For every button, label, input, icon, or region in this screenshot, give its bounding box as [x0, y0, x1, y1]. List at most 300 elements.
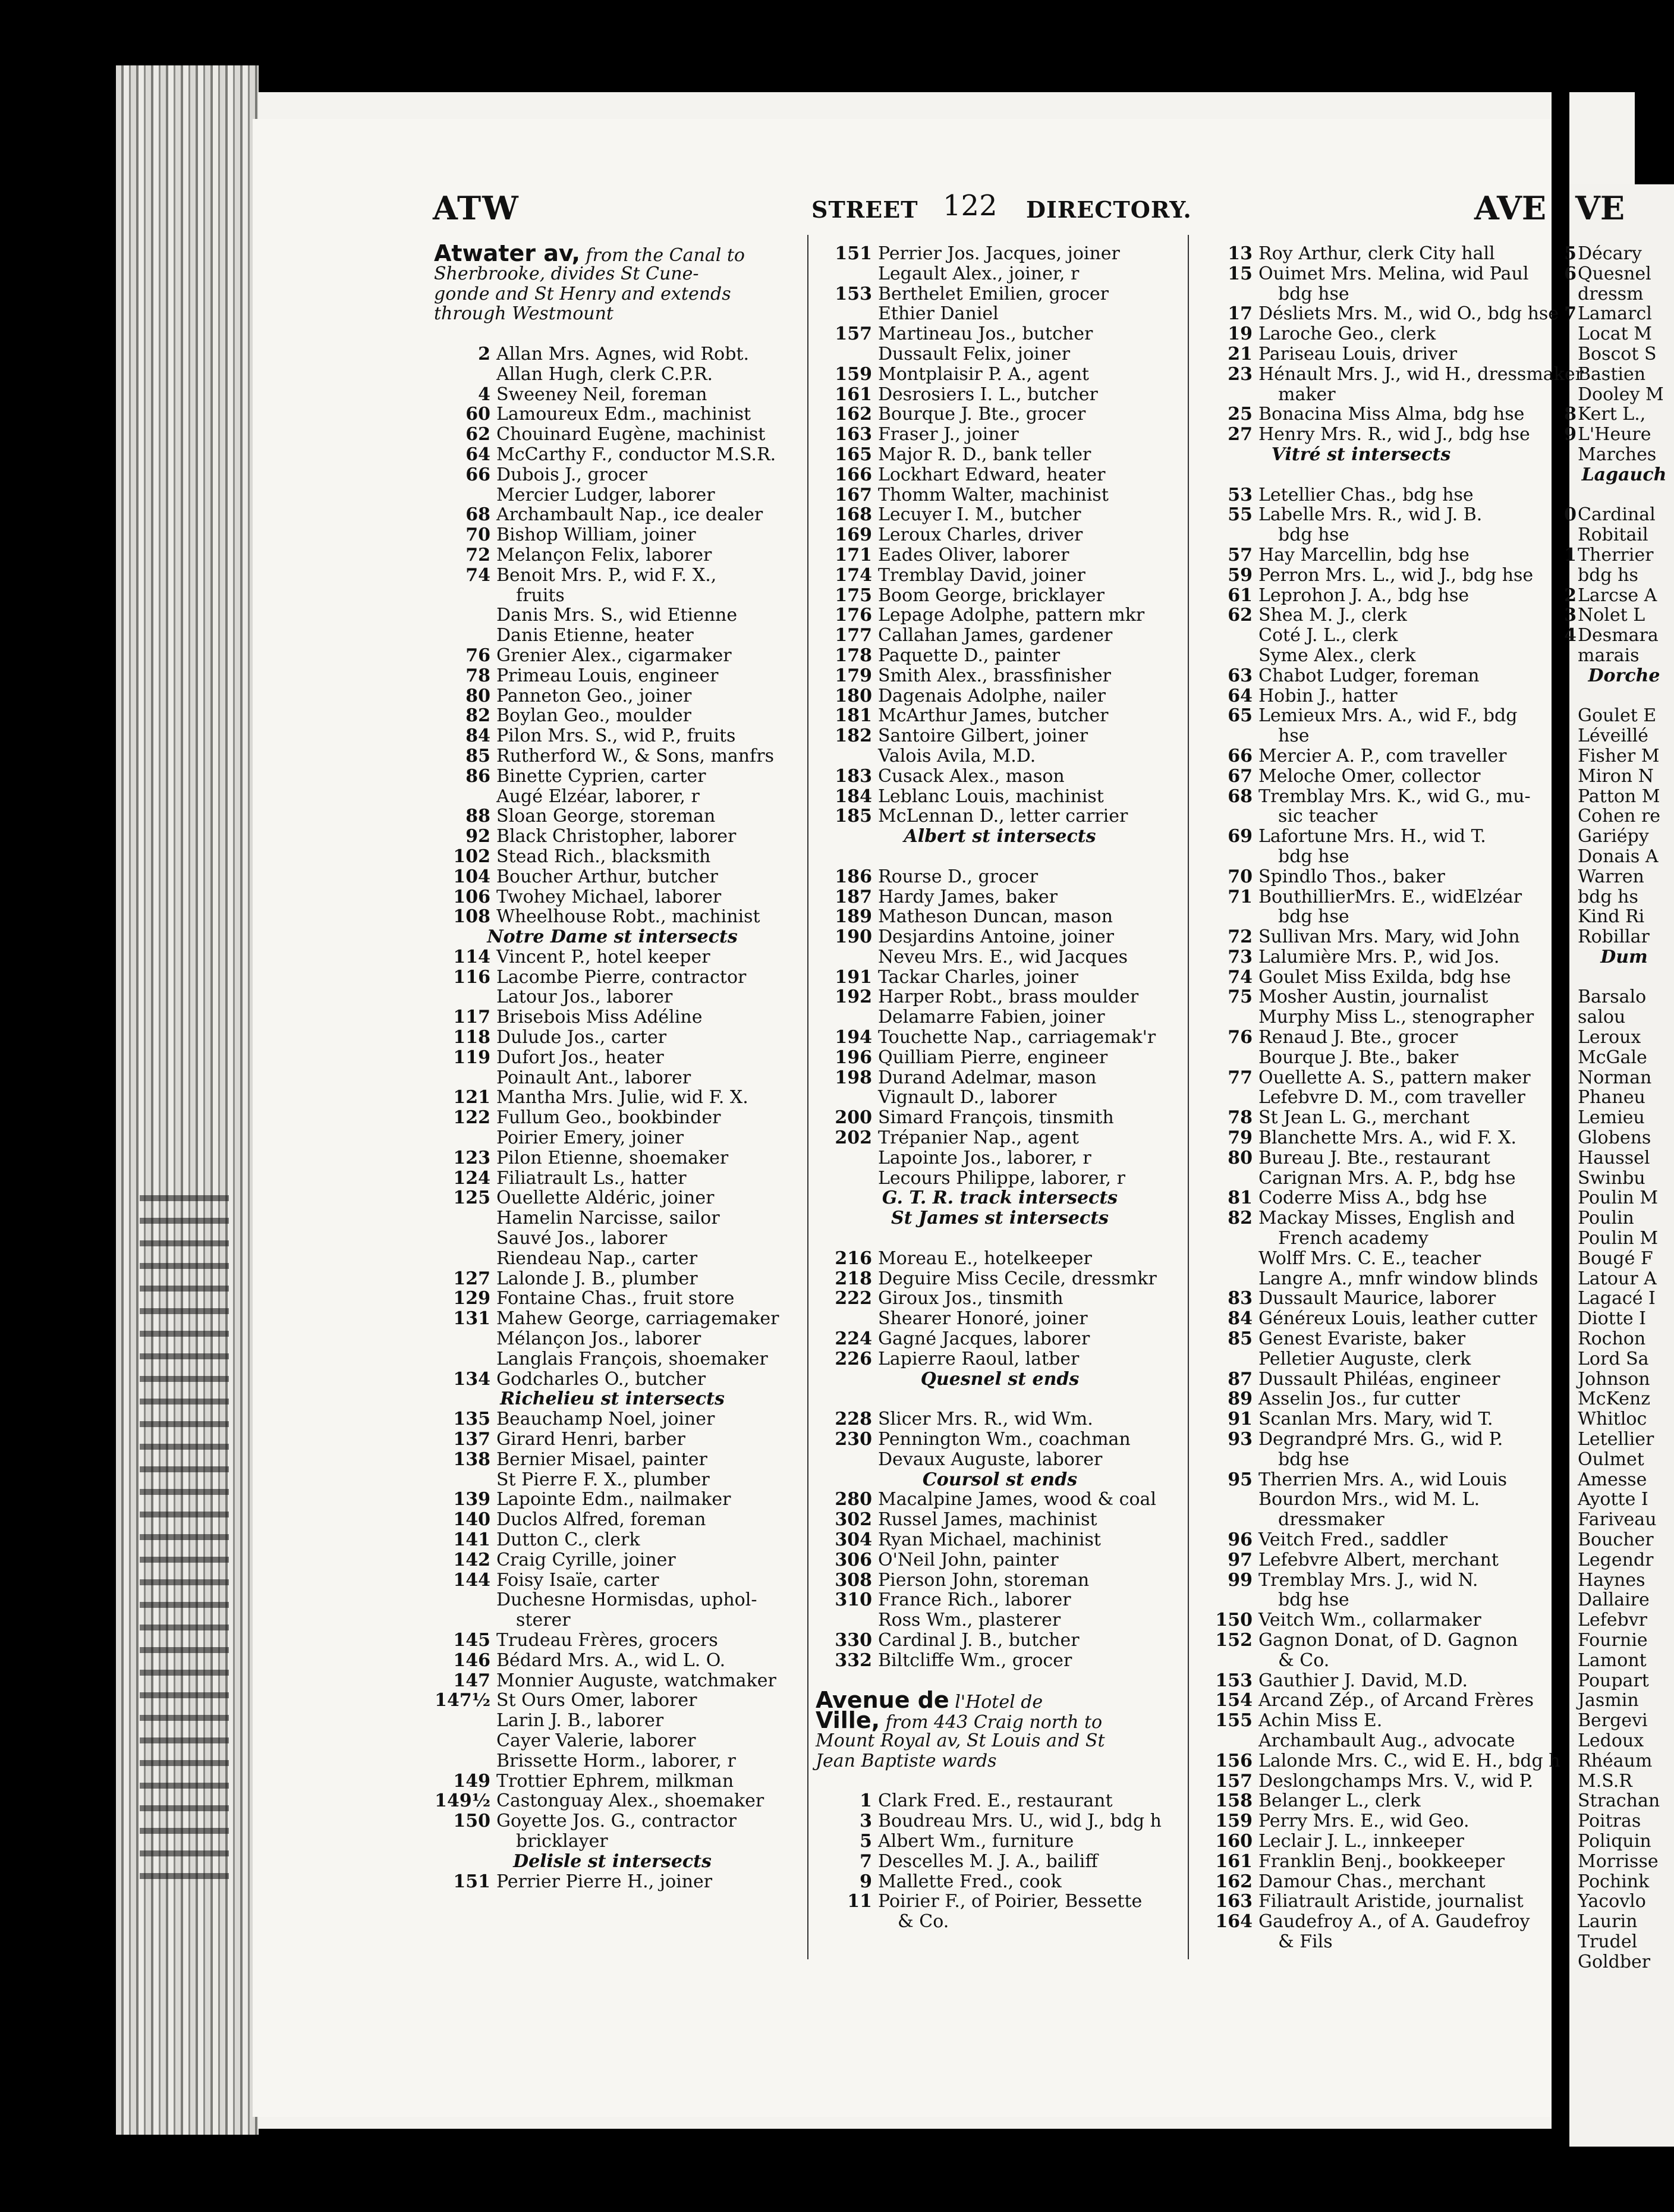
- resident-entry: Diotte I: [1578, 1308, 1646, 1330]
- directory-entry: [1564, 263, 1674, 284]
- entry-continuation: [1196, 1590, 1526, 1610]
- directory-entry: [816, 485, 1184, 505]
- directory-entry: [434, 806, 791, 827]
- house-number: 106: [453, 886, 490, 907]
- directory-entry: [434, 1751, 791, 1771]
- house-number: 216: [835, 1248, 872, 1269]
- resident-entry: Major R. D., bank teller: [878, 444, 1091, 465]
- house-number: 75: [1228, 986, 1253, 1008]
- directory-entry: [1574, 1450, 1674, 1470]
- directory-entry: [434, 1630, 791, 1651]
- directory-entry: [1574, 1470, 1674, 1490]
- directory-entry: [1574, 1831, 1674, 1852]
- directory-entry: [1574, 324, 1674, 344]
- resident-entry: Veitch Wm., collarmaker: [1258, 1610, 1481, 1631]
- directory-entry: [1196, 1148, 1526, 1168]
- resident-entry: Locat M: [1578, 323, 1652, 345]
- house-number: 178: [835, 645, 872, 666]
- directory-entry: [434, 1108, 791, 1128]
- resident-entry: St Jean L. G., merchant: [1258, 1107, 1470, 1129]
- directory-entry: [1196, 1770, 1534, 1792]
- house-number: 147: [453, 1670, 490, 1691]
- resident-entry: Desrosiers I. L., butcher: [878, 384, 1098, 405]
- resident-entry: Durand Adelmar, mason: [878, 1067, 1097, 1088]
- directory-entry: [816, 907, 1184, 927]
- entry-continuation: [816, 1912, 1184, 1932]
- directory-entry: [434, 746, 791, 766]
- directory-entry: [1196, 1108, 1526, 1128]
- directory-entry: [1196, 1028, 1526, 1048]
- directory-entry: [816, 1630, 1184, 1651]
- resident-entry: Tremblay David, joiner: [878, 564, 1085, 586]
- resident-entry: Girard Henri, barber: [496, 1429, 685, 1450]
- house-number: 165: [835, 444, 872, 465]
- resident-entry: Veitch Fred., saddler: [1258, 1529, 1448, 1550]
- house-number: 159: [1215, 1811, 1253, 1832]
- cross-street-note: [816, 1208, 1184, 1228]
- directory-entry: [1196, 785, 1531, 807]
- directory-entry: [434, 1409, 791, 1429]
- house-number: 85: [1228, 1328, 1253, 1350]
- spacer: [816, 1389, 1184, 1409]
- directory-entry: [1196, 646, 1526, 666]
- running-head-left: ATW: [433, 189, 520, 227]
- directory-entry: [1574, 1048, 1674, 1068]
- house-number: 218: [835, 1268, 872, 1289]
- directory-entry: [1564, 504, 1674, 526]
- directory-entry: [816, 626, 1184, 646]
- cross-street-text: Delisle st intersects: [513, 1850, 712, 1872]
- resident-entry: Larcse A: [1578, 585, 1657, 606]
- resident-entry: Coderre Miss A., bdg hse: [1258, 1187, 1487, 1209]
- house-number: 150: [1215, 1610, 1253, 1631]
- resident-entry: Tackar Charles, joiner: [878, 966, 1079, 988]
- house-number: 87: [1228, 1368, 1253, 1390]
- resident-entry: Poulin M: [1578, 1228, 1659, 1249]
- directory-entry: [1196, 324, 1526, 344]
- resident-entry: France Rich., laborer: [878, 1589, 1071, 1611]
- house-number: 62: [465, 424, 490, 445]
- spacer: [816, 847, 1184, 867]
- house-number: 84: [1228, 1308, 1253, 1330]
- resident-entry: Stead Rich., blacksmith: [496, 846, 711, 867]
- resident-entry: Ross Wm., plasterer: [878, 1610, 1061, 1631]
- house-number: 149½: [435, 1790, 490, 1812]
- house-number: 169: [835, 524, 872, 546]
- directory-entry: [434, 867, 791, 887]
- directory-entry: [816, 1148, 1184, 1168]
- directory-entry: [1196, 827, 1526, 847]
- directory-entry: [434, 1369, 791, 1390]
- resident-entry: Généreux Louis, leather cutter: [1258, 1308, 1537, 1330]
- house-number: 161: [835, 384, 872, 405]
- resident-entry: Morrisse: [1578, 1850, 1659, 1872]
- directory-entry: [1574, 867, 1674, 887]
- resident-entry: McArthur James, butcher: [878, 705, 1109, 727]
- resident-entry: Dussault Maurice, laborer: [1258, 1288, 1496, 1309]
- running-head-directory: DIRECTORY.: [1026, 196, 1192, 223]
- resident-entry: BouthillierMrs. E., widElzéar: [1258, 886, 1522, 907]
- house-number: 96: [1228, 1529, 1253, 1550]
- resident-entry: Perrier Pierre H., joiner: [496, 1871, 713, 1892]
- resident-entry: St Ours Omer, laborer: [496, 1690, 697, 1711]
- resident-entry: McLennan D., letter carrier: [878, 806, 1128, 827]
- cross-street-text: Lagauch: [1581, 464, 1667, 485]
- house-number: 73: [1228, 946, 1253, 967]
- cross-street-text: St James st intersects: [891, 1208, 1109, 1229]
- resident-entry: Leroux: [1578, 1027, 1641, 1048]
- directory-entry: [434, 626, 791, 646]
- resident-entry: Whitloc: [1578, 1409, 1647, 1430]
- resident-entry: Gariépy: [1578, 826, 1649, 847]
- resident-entry: Foisy Isaïe, carter: [496, 1569, 659, 1591]
- resident-entry: Pariseau Louis, driver: [1258, 343, 1458, 365]
- resident-entry: Kind Ri: [1578, 906, 1645, 928]
- directory-entry: [816, 1329, 1184, 1349]
- house-number: 182: [835, 725, 872, 747]
- resident-entry: Langlais François, shoemaker: [496, 1348, 768, 1369]
- resident-entry: Lapierre Raoul, latber: [878, 1348, 1080, 1369]
- directory-entry: [434, 1249, 791, 1269]
- house-number: 89: [1228, 1388, 1253, 1410]
- entry-continuation: [1574, 1771, 1674, 1792]
- directory-entry: [816, 1791, 1184, 1811]
- resident-entry: Lefebvr: [1578, 1610, 1648, 1631]
- resident-entry: Bergevi: [1578, 1710, 1648, 1732]
- directory-entry: [434, 1651, 791, 1671]
- directory-entry: [434, 1429, 791, 1450]
- house-number: 19: [1228, 323, 1253, 345]
- directory-entry: [816, 505, 1184, 525]
- directory-entry: [1196, 766, 1526, 787]
- entry-continuation: [1196, 726, 1526, 746]
- house-number: 186: [835, 866, 872, 887]
- directory-entry: [1196, 1791, 1526, 1811]
- resident-entry: St Pierre F. X., plumber: [496, 1469, 710, 1490]
- resident-entry: Mosher Austin, journalist: [1258, 986, 1489, 1008]
- resident-entry: Lecuyer I. M., butcher: [878, 504, 1081, 526]
- page-number: 122: [943, 189, 998, 222]
- directory-entry: [434, 967, 791, 988]
- directory-entry: [816, 987, 1184, 1007]
- directory-entry: [816, 284, 1184, 304]
- resident-entry: Boom George, bricklayer: [878, 585, 1105, 606]
- resident-entry: Oulmet: [1578, 1449, 1644, 1470]
- resident-entry: Pierson John, storeman: [878, 1569, 1090, 1591]
- directory-entry: [1196, 1128, 1526, 1148]
- house-number: 228: [835, 1409, 872, 1430]
- house-number: 119: [453, 1047, 490, 1068]
- directory-entry: [1574, 1852, 1674, 1872]
- house-number: 1: [860, 1790, 872, 1812]
- directory-entry: [1196, 263, 1529, 284]
- resident-entry: Lacombe Pierre, contractor: [496, 966, 747, 988]
- directory-entry: [1196, 244, 1526, 264]
- resident-entry: Monnier Auguste, watchmaker: [496, 1670, 776, 1691]
- directory-entry: [1574, 1148, 1674, 1168]
- directory-entry: [1574, 726, 1674, 746]
- house-number: 117: [453, 1007, 490, 1028]
- resident-entry: Boucher: [1578, 1529, 1654, 1550]
- resident-entry: Primeau Louis, engineer: [496, 665, 719, 686]
- resident-entry: O'Neil John, painter: [878, 1549, 1059, 1570]
- house-number: 184: [835, 785, 872, 807]
- directory-entry: [1196, 1188, 1526, 1208]
- resident-entry: Pennington Wm., coachman: [878, 1429, 1131, 1450]
- resident-entry: bdg hse: [1278, 524, 1349, 546]
- house-number: 302: [835, 1509, 872, 1531]
- column-rule: [807, 235, 808, 1959]
- resident-entry: Pelletier Auguste, clerk: [1258, 1348, 1471, 1369]
- directory-entry: [816, 1852, 1184, 1872]
- resident-entry: Latour A: [1578, 1268, 1657, 1289]
- resident-entry: Arcand Zép., of Arcand Frères: [1258, 1690, 1534, 1711]
- resident-entry: Giroux Jos., tinsmith: [878, 1288, 1063, 1309]
- entry-continuation: [1574, 284, 1674, 304]
- directory-entry: [1574, 1751, 1674, 1771]
- directory-entry: [1574, 1952, 1674, 1972]
- directory-entry: [434, 987, 791, 1007]
- resident-entry: Cohen re: [1578, 806, 1661, 827]
- spacer: [434, 324, 791, 344]
- directory-entry: [1196, 344, 1526, 365]
- directory-entry: [434, 766, 791, 787]
- cross-street-text: Dorche: [1588, 665, 1660, 686]
- directory-entry: [1574, 1369, 1674, 1390]
- page-edges-stack: [116, 65, 259, 2135]
- street-heading: [434, 264, 791, 284]
- resident-entry: Jasmin: [1578, 1690, 1639, 1711]
- directory-entry: [1574, 1671, 1674, 1691]
- street-heading-text: gonde and St Henry and extends: [434, 283, 731, 304]
- house-number: 65: [1228, 705, 1253, 727]
- cross-street-text: Notre Dame st intersects: [487, 926, 738, 948]
- house-number: 124: [453, 1167, 490, 1189]
- cross-street-note: [816, 1470, 1184, 1490]
- directory-entry: [1196, 1671, 1526, 1691]
- resident-entry: bdg hse: [1278, 283, 1349, 304]
- cross-street-note: [816, 1369, 1184, 1390]
- directory-entry: [434, 646, 791, 666]
- directory-entry: [1196, 1570, 1526, 1591]
- directory-entry: [1574, 1309, 1674, 1329]
- resident-entry: Lemieu: [1578, 1107, 1645, 1129]
- house-number: 70: [465, 524, 490, 546]
- resident-entry: Hamelin Narcisse, sailor: [496, 1208, 720, 1229]
- resident-entry: Goulet E: [1578, 705, 1657, 727]
- directory-entry: [816, 1891, 1184, 1912]
- spacer: [1574, 686, 1674, 706]
- directory-entry: [1574, 1570, 1674, 1591]
- resident-entry: Benoit Mrs. P., wid F. X.,: [496, 564, 717, 586]
- directory-entry: [1196, 867, 1526, 887]
- resident-entry: Craig Cyrille, joiner: [496, 1549, 676, 1570]
- resident-entry: Goldber: [1578, 1951, 1651, 1972]
- house-number: 155: [1215, 1710, 1253, 1732]
- resident-entry: Vignault D., laborer: [878, 1087, 1057, 1108]
- street-heading-text: Avenue de l'Hotel de: [816, 1687, 1043, 1714]
- house-number: 131: [453, 1308, 490, 1330]
- directory-entry: [1196, 564, 1534, 586]
- resident-entry: Duchesne Hormisdas, uphol-: [496, 1589, 757, 1611]
- house-number: 83: [1228, 1288, 1253, 1309]
- resident-entry: Simard François, tinsmith: [878, 1107, 1114, 1129]
- resident-entry: Therrien Mrs. A., wid Louis: [1258, 1469, 1508, 1490]
- resident-entry: Mercier Ludger, laborer: [496, 484, 715, 505]
- resident-entry: Hobin J., hatter: [1258, 685, 1398, 706]
- resident-entry: Latour Jos., laborer: [496, 986, 673, 1008]
- directory-entry: [816, 666, 1184, 686]
- resident-entry: Laroche Geo., clerk: [1258, 323, 1436, 345]
- directory-entry: [816, 1108, 1184, 1128]
- directory-entry: [1196, 1550, 1526, 1570]
- resident-entry: Binette Cyprien, carter: [496, 765, 706, 787]
- house-number: 183: [835, 765, 872, 787]
- resident-entry: bricklayer: [516, 1830, 608, 1852]
- house-number: 97: [1228, 1549, 1253, 1570]
- resident-entry: Labelle Mrs. R., wid J. B.: [1258, 504, 1483, 526]
- resident-entry: Patton M: [1578, 785, 1660, 807]
- house-number: 84: [465, 725, 490, 747]
- house-number: 63: [1228, 665, 1253, 686]
- column-2: [816, 244, 1184, 1932]
- directory-entry: [434, 1048, 791, 1068]
- house-number: 82: [1228, 1208, 1253, 1229]
- resident-entry: Belanger L., clerk: [1258, 1790, 1421, 1812]
- column-rule: [1188, 235, 1189, 1959]
- house-number: 192: [835, 986, 872, 1008]
- directory-entry: [1574, 787, 1674, 807]
- resident-entry: Slicer Mrs. R., wid Wm.: [878, 1409, 1093, 1430]
- directory-entry: [1196, 947, 1526, 967]
- resident-entry: Lockhart Edward, heater: [878, 464, 1106, 485]
- resident-entry: Amesse: [1578, 1469, 1647, 1490]
- resident-entry: Lagacé I: [1578, 1288, 1656, 1309]
- directory-entry: [1196, 1067, 1531, 1088]
- resident-entry: Legendr: [1578, 1549, 1654, 1570]
- resident-entry: Deguire Miss Cecile, dressmkr: [878, 1268, 1157, 1289]
- directory-entry: [434, 485, 791, 505]
- cross-street-text: Richelieu st intersects: [500, 1388, 725, 1410]
- directory-entry: [1574, 746, 1674, 766]
- entry-continuation: [434, 1831, 791, 1852]
- resident-entry: Martineau Jos., butcher: [878, 323, 1093, 345]
- directory-entry: [1196, 303, 1559, 325]
- resident-entry: Macalpine James, wood & coal: [878, 1489, 1157, 1510]
- resident-entry: Descelles M. J. A., bailiff: [878, 1850, 1098, 1872]
- resident-entry: Degrandpré Mrs. G., wid P.: [1258, 1429, 1503, 1450]
- directory-entry: [1196, 404, 1526, 425]
- resident-entry: Quesnel: [1578, 263, 1651, 284]
- resident-entry: Bourdon Mrs., wid M. L.: [1258, 1489, 1480, 1510]
- resident-entry: Beauchamp Noel, joiner: [496, 1409, 715, 1430]
- street-heading-text: Atwater av, from the Canal to: [434, 240, 745, 266]
- resident-entry: Duclos Alfred, foreman: [496, 1509, 706, 1531]
- cross-street-note: [434, 1852, 791, 1872]
- directory-entry: [1574, 827, 1674, 847]
- directory-entry: [434, 1671, 791, 1691]
- directory-entry: [1196, 1249, 1526, 1269]
- resident-entry: Donais A: [1578, 846, 1659, 867]
- house-number: 141: [453, 1529, 490, 1550]
- directory-entry: [1196, 1088, 1526, 1108]
- resident-entry: Boucher Arthur, butcher: [496, 866, 718, 887]
- resident-entry: Desjardins Antoine, joiner: [878, 926, 1115, 948]
- resident-entry: Poulin: [1578, 1208, 1634, 1229]
- resident-entry: Fullum Geo., bookbinder: [496, 1107, 721, 1129]
- resident-entry: Filiatrault Ls., hatter: [496, 1167, 687, 1189]
- directory-entry: [1574, 1389, 1674, 1409]
- house-number: 152: [1215, 1629, 1253, 1651]
- house-number: 332: [835, 1649, 872, 1671]
- resident-entry: Leblanc Louis, machinist: [878, 785, 1104, 807]
- directory-entry: [434, 686, 791, 706]
- street-heading-text: Sherbrooke, divides St Cune-: [434, 263, 699, 284]
- directory-entry: [434, 385, 791, 405]
- directory-entry: [1196, 927, 1526, 947]
- house-number: 180: [835, 685, 872, 706]
- directory-entry: [1574, 1691, 1674, 1711]
- directory-entry: [816, 1530, 1184, 1550]
- directory-entry: [434, 1711, 791, 1731]
- directory-entry: [816, 1007, 1184, 1028]
- resident-entry: Mélançon Jos., laborer: [496, 1328, 701, 1350]
- house-number: 147½: [435, 1690, 490, 1711]
- house-number: 137: [453, 1429, 490, 1450]
- house-number: 80: [1228, 1147, 1253, 1168]
- resident-entry: Lalonde Mrs. C., wid E. H., bdg h: [1258, 1750, 1560, 1771]
- directory-entry: [1574, 1490, 1674, 1510]
- directory-entry: [816, 1570, 1184, 1591]
- resident-entry: Blanchette Mrs. A., wid F. X.: [1258, 1127, 1517, 1149]
- directory-entry: [434, 1269, 791, 1289]
- resident-entry: Chouinard Eugène, machinist: [496, 424, 766, 445]
- directory-entry: [434, 1510, 791, 1530]
- directory-entry: [1574, 1429, 1674, 1450]
- directory-entry: [816, 324, 1184, 344]
- directory-entry: [1574, 1731, 1674, 1751]
- house-number: 64: [1228, 685, 1253, 706]
- directory-entry: [1574, 1510, 1674, 1530]
- resident-entry: Allan Hugh, clerk C.P.R.: [496, 363, 713, 385]
- resident-entry: Vincent P., hotel keeper: [496, 946, 710, 967]
- house-number: 70: [1228, 866, 1253, 887]
- house-number: 114: [453, 946, 490, 967]
- directory-entry: [1196, 586, 1526, 606]
- resident-entry: sterer: [516, 1610, 571, 1631]
- house-number: 74: [465, 564, 490, 586]
- house-number: 60: [465, 404, 490, 425]
- house-number: 171: [835, 544, 872, 565]
- directory-entry: [1196, 1630, 1526, 1651]
- resident-entry: Grenier Alex., cigarmaker: [496, 645, 732, 666]
- resident-entry: Warren: [1578, 866, 1644, 887]
- directory-entry: [434, 887, 791, 907]
- directory-entry: [1196, 505, 1526, 525]
- resident-entry: Globens: [1578, 1127, 1651, 1149]
- resident-entry: bdg hse: [1278, 846, 1349, 867]
- house-number: 196: [835, 1047, 872, 1068]
- directory-entry: [816, 887, 1184, 907]
- house-number: 189: [835, 906, 872, 928]
- house-number: 74: [1228, 966, 1253, 988]
- resident-entry: Ethier Daniel: [878, 303, 999, 325]
- house-number: 0: [1564, 504, 1577, 526]
- resident-entry: Spindlo Thos., baker: [1258, 866, 1445, 887]
- house-number: 85: [465, 745, 490, 766]
- directory-entry: [816, 1048, 1184, 1068]
- resident-entry: Dallaire: [1578, 1589, 1650, 1611]
